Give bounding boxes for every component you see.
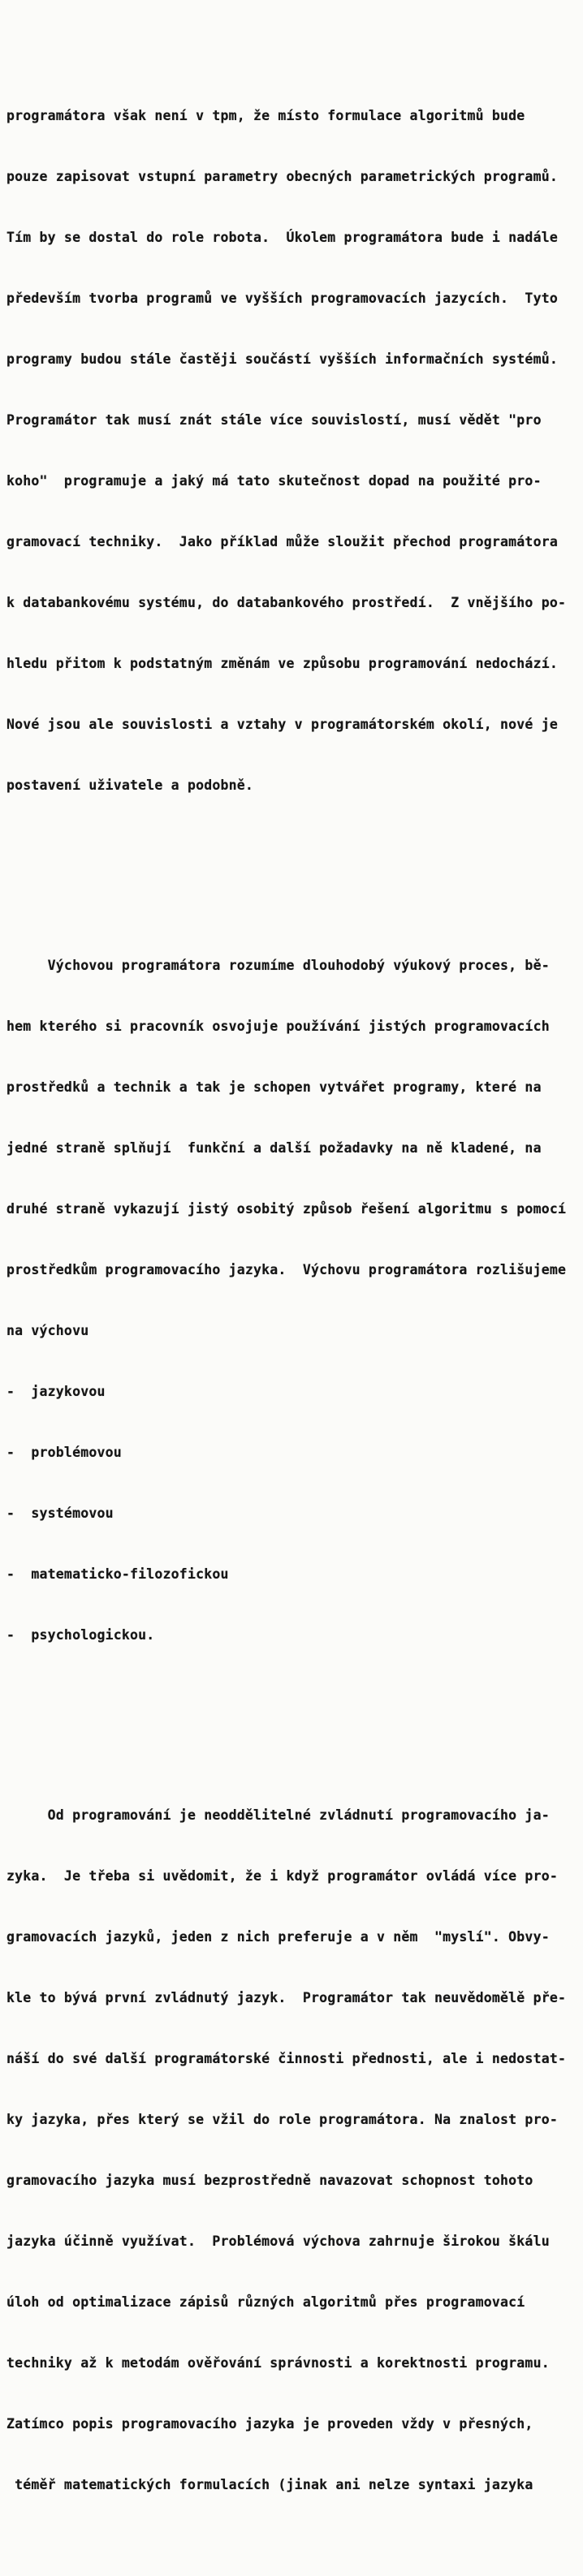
text-line: Programátor tak musí znát stále více souvislostí, musí vědět "pro xyxy=(6,412,542,428)
text-line: ky jazyka, přes který se vžil do role programátora. Na znalost pro- xyxy=(6,2112,558,2127)
text-line: gramovacího jazyka musí bezprostředně navazovat schopnost tohoto xyxy=(6,2173,533,2188)
list-item-line: - jazykovou xyxy=(6,1384,106,1399)
text-line: prostředkům programovacího jazyka. Výchovu programátora rozlišujeme xyxy=(6,1262,567,1277)
text-line: programy budou stále častěji součástí vyšších informačních systémů. xyxy=(6,351,558,367)
list-item-line: - problémovou xyxy=(6,1445,122,1460)
list-item-line: - systémovou xyxy=(6,1506,114,1521)
text-line: Zatímco popis programovacího jazyka je proveden vždy v přesných, xyxy=(6,2416,533,2432)
text-line: Nové jsou ale souvislosti a vztahy v programátorském okolí, nové je xyxy=(6,717,558,732)
text-line: prostředků a technik a tak je schopen vytvářet programy, které na xyxy=(6,1079,542,1095)
text-line: především tvorba programů ve vyšších programovacích jazycích. Tyto xyxy=(6,291,558,306)
paragraph-3 xyxy=(6,1764,578,2535)
text-line: úloh od optimalizace zápisů různých algoritmů přes programovací xyxy=(6,2294,525,2310)
list-item-line: - matematicko-filozofickou xyxy=(6,1566,229,1582)
text-line: programátora však není v tpm, že místo formulace algoritmů bude xyxy=(6,108,525,123)
text-line: pouze zapisovat vstupní parametry obecných parametrických programů. xyxy=(6,169,558,184)
text-line: gramovacích jazyků, jeden z nich preferuje a v něm "myslí". Obvy- xyxy=(6,1929,550,1945)
text-line: postavení uživatele a podobně. xyxy=(6,778,254,793)
paragraph-1 xyxy=(6,65,578,836)
paragraph-2 xyxy=(6,915,578,1686)
text-line: hem kterého si pracovník osvojuje používání jistých programovacích xyxy=(6,1019,550,1034)
text-line: Tím by se dostal do role robota. Úkolem programátora bude i nadále xyxy=(6,230,558,245)
text-line: kle to bývá první zvládnutý jazyk. Programátor tak neuvědomělě pře- xyxy=(6,1990,567,2005)
text-line: zyka. Je třeba si uvědomit, že i když programátor ovládá více pro- xyxy=(6,1868,558,1884)
text-line: druhé straně vykazují jistý osobitý způsob řešení algoritmu s pomocí xyxy=(6,1201,567,1217)
text-line: koho" programuje a jaký má tato skutečnost dopad na použité pro- xyxy=(6,473,542,489)
text-line: na výchovu xyxy=(6,1323,89,1338)
text-line: k databankovému systému, do databankového prostředí. Z vnějšího po- xyxy=(6,595,567,610)
text-line: téměř matematických formulacích (jinak ani nelze syntaxi jazyka xyxy=(6,2477,533,2492)
text-line: jedné straně splňují funkční a další požadavky na ně kladené, na xyxy=(6,1140,542,1156)
text-line: gramovací techniky. Jako příklad může sloužit přechod programátora xyxy=(6,534,558,549)
text-line: Výchovou programátora rozumíme dlouhodobý výukový proces, bě- xyxy=(6,958,550,973)
text-line: techniky až k metodám ověřování správnosti a korektnosti programu. xyxy=(6,2355,550,2371)
list-item-line: - psychologickou. xyxy=(6,1627,155,1643)
text-line: hledu přitom k podstatným změnám ve způsobu programování nedochází. xyxy=(6,656,558,671)
text-line: jazyka účinně využívat. Problémová výchova zahrnuje širokou škálu xyxy=(6,2234,550,2249)
text-line: Od programování je neoddělitelné zvládnutí programovacího ja- xyxy=(6,1807,550,1823)
text-line: náší do své další programátorské činnosti přednosti, ale i nedostat- xyxy=(6,2051,567,2066)
